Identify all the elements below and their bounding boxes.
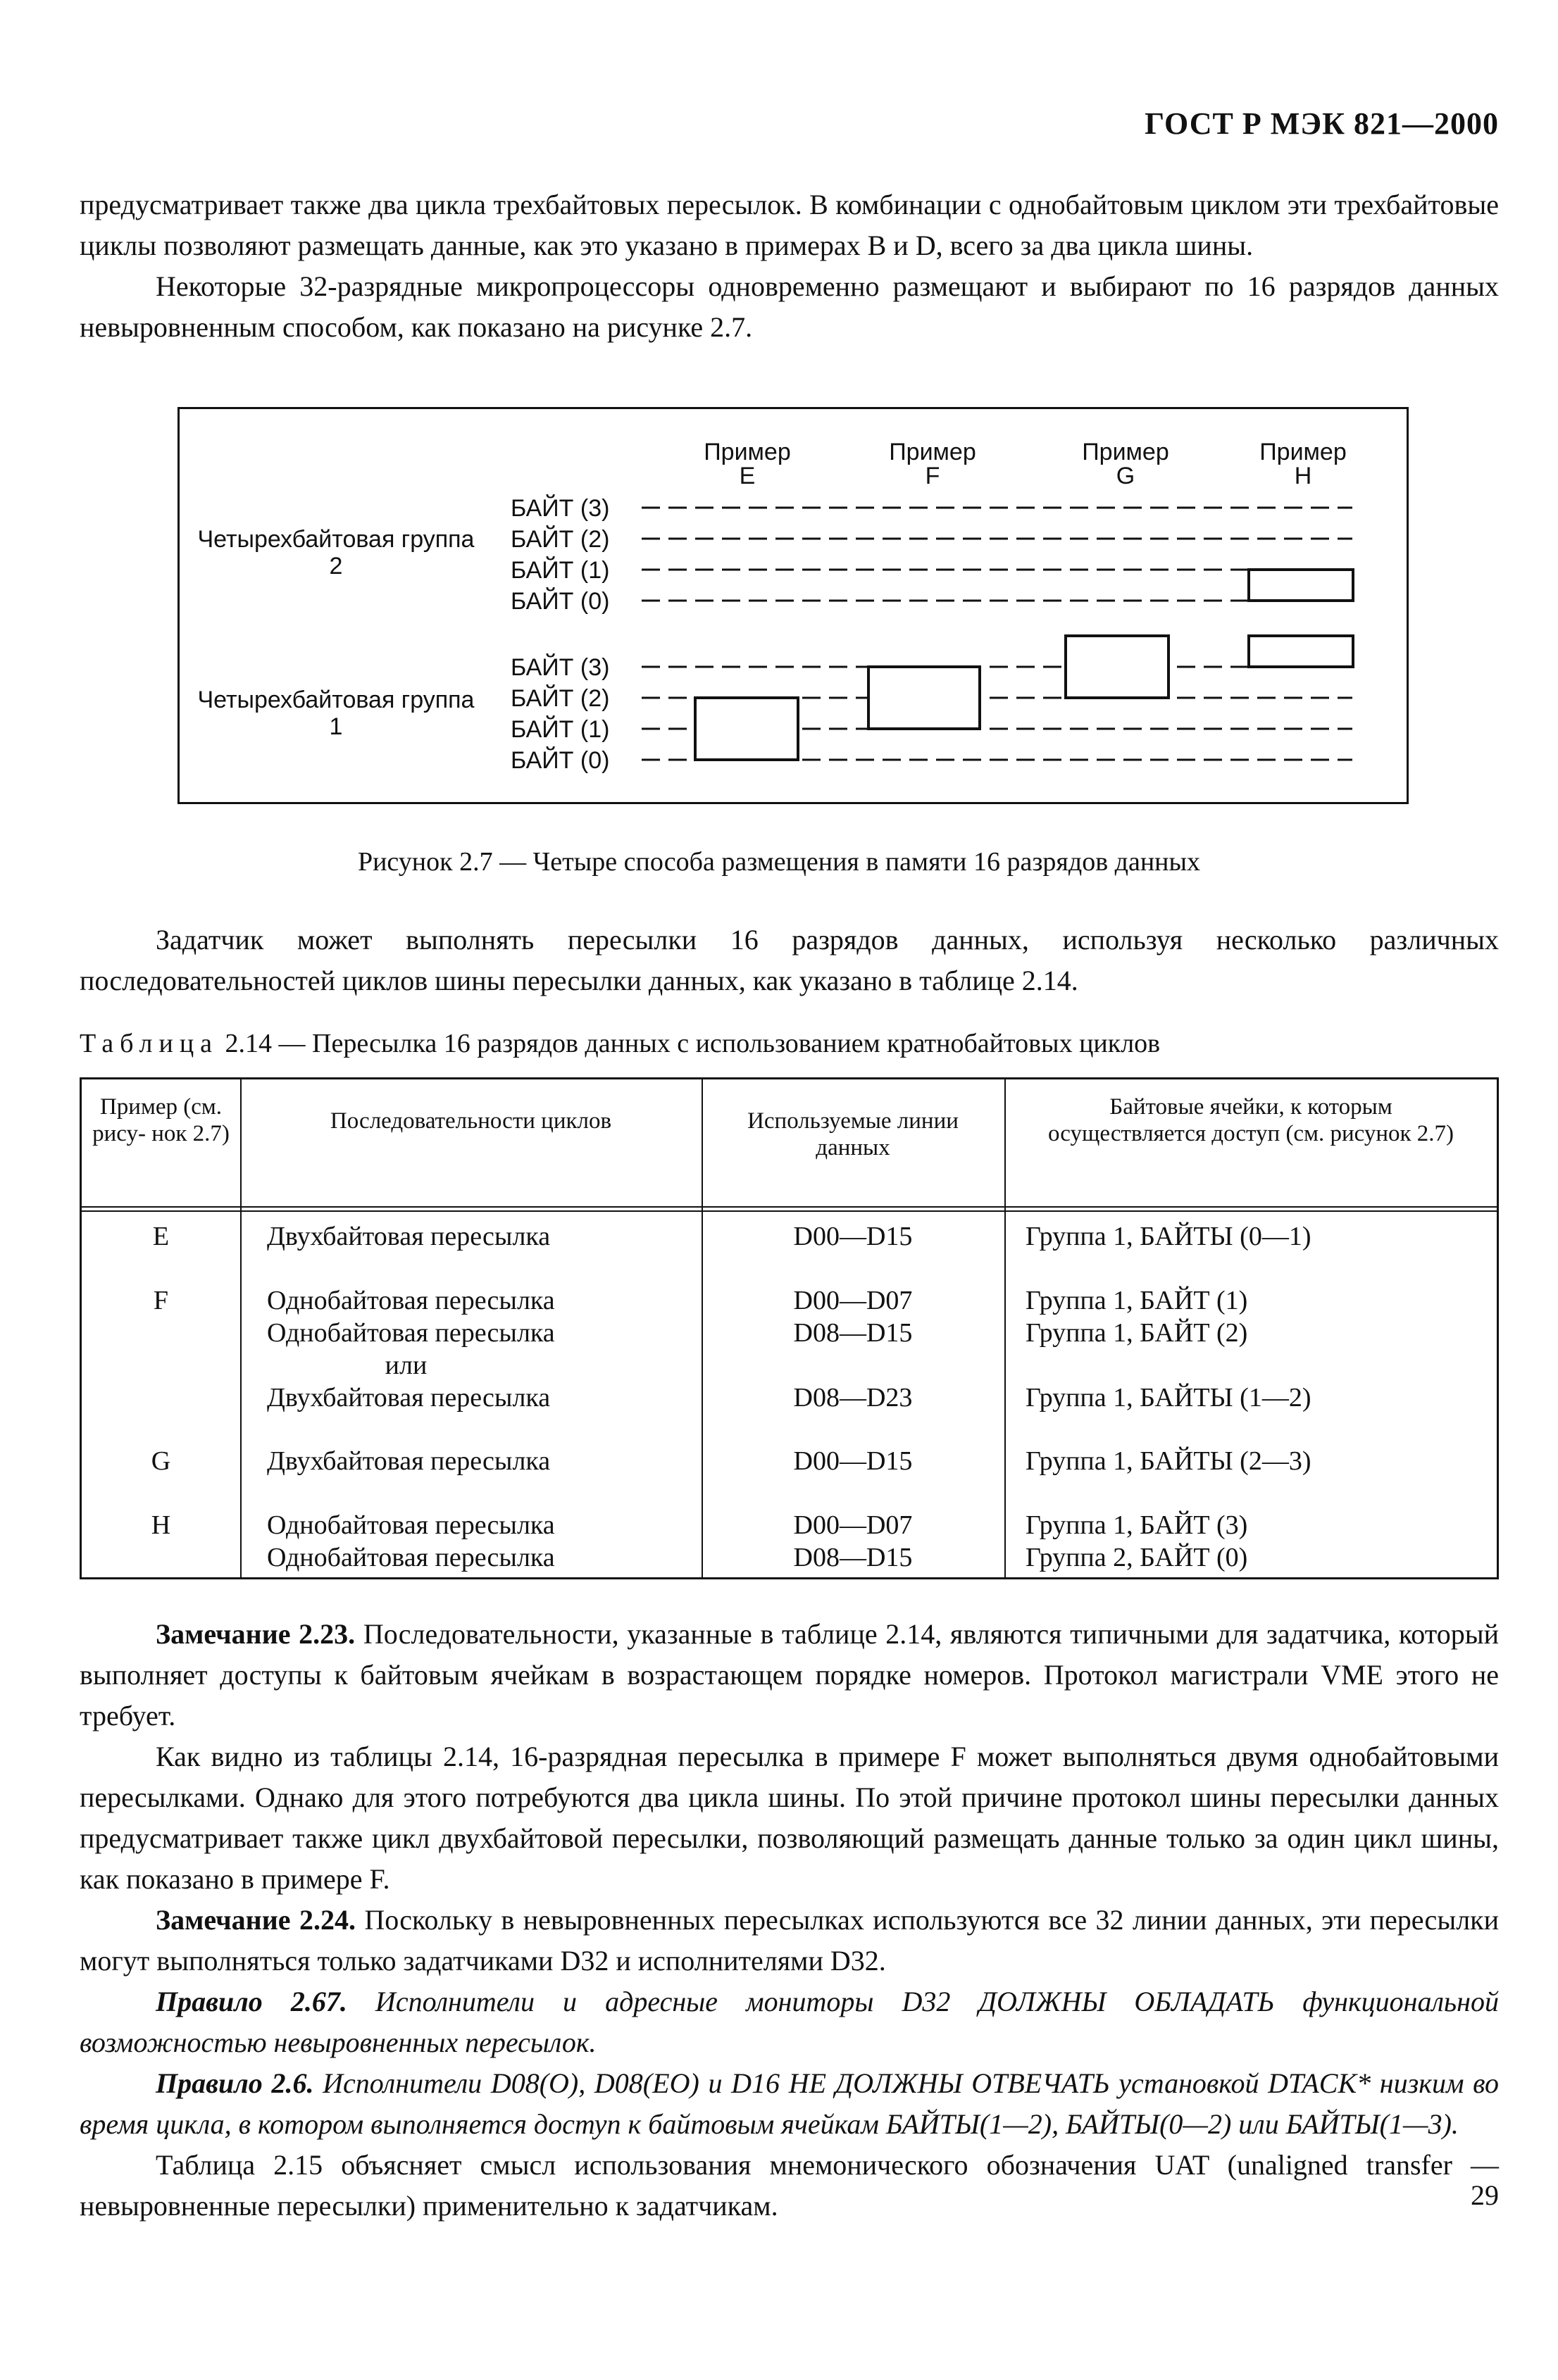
intro-text: [80, 184, 1499, 348]
note-2-24-label: Замечание 2.24.: [156, 1904, 356, 1936]
example-h-box-top: [1249, 570, 1353, 601]
example-g-letter: G: [1116, 463, 1135, 489]
paragraph-as-seen: Как видно из таблицы 2.14, 16-разрядная пересылка в примере F может выполняться двумя однобайтовыми пересылками. Однако для этого потребуются два цикла шины. По этой причине протокол шины пересылки данных предусматривает также цикл двухбайтовой пересылки, позволяющий размещать данные только за один цикл шины, как показано в примере F.: [80, 1741, 1499, 1895]
row-h1-lines: D00—D07: [793, 1510, 913, 1540]
col-divider: [1004, 1079, 1006, 1577]
example-e-box: [695, 698, 798, 760]
note-2-24-text: Поскольку в невыровненных пересылках используются все 32 линии данных, эти пересылки могут выполняться только задатчиками D32 и исполнителями D32.: [80, 1904, 1499, 1977]
figure-2-7: [177, 407, 1409, 804]
example-h-box-bottom: [1249, 636, 1353, 667]
row-h2-cells: Группа 2, БАЙТ (0): [1026, 1543, 1248, 1572]
example-f-top: Пример: [889, 439, 976, 465]
group-2-label: Четырехбайтовая группа: [197, 526, 475, 553]
table-caption-text: 2.14 — Пересылка 16 разрядов данных с использованием кратнобайтовых циклов: [218, 1029, 1161, 1058]
g2-byte-2-label: БАЙТ (2): [511, 526, 610, 553]
row-f-or: или: [385, 1351, 428, 1380]
row-e-sequence: Двухбайтовая пересылка: [267, 1222, 551, 1251]
row-f2-lines: D08—D15: [793, 1318, 913, 1348]
note-2-23-text: Последовательности, указанные в таблице 2.14, являются типичными для задатчика, который выполняет доступы к байтовым ячейкам в возрастающем порядке номеров. Протокол магистрали VME этого не требует.: [80, 1618, 1499, 1731]
row-g-lines: D00—D15: [793, 1446, 913, 1476]
row-g-sequence: Двухбайтовая пересылка: [267, 1446, 551, 1476]
row-h1-cells: Группа 1, БАЙТ (3): [1026, 1510, 1248, 1540]
header-example: Пример (см. рису- нок 2.7): [92, 1094, 230, 1146]
paragraph-table-2-15: Таблица 2.15 объясняет смысл использования мнемонического обозначения UAT (unaligned transfer — невыровненные пересылки) применительно к задатчикам.: [80, 2149, 1499, 2222]
g2-byte-0-label: БАЙТ (0): [511, 588, 610, 615]
example-e-top: Пример: [704, 439, 791, 465]
rule-2-67-label: Правило 2.67.: [156, 1986, 347, 2017]
header-divider: [82, 1206, 1497, 1208]
header-divider: [82, 1210, 1497, 1212]
rule-2-67-text: Исполнители и адресные мониторы D32 ДОЛЖНЫ ОБЛАДАТЬ функциональной возможностью невыровненных пересылок.: [80, 1986, 1499, 2058]
g2-byte-1-label: БАЙТ (1): [511, 557, 610, 584]
rule-2-6-text: Исполнители D08(O), D08(EO) и D16 НЕ ДОЛЖНЫ ОТВЕЧАТЬ установкой DTACK* низким во время цикла, в котором выполняется доступ к байтовым ячейкам БАЙТЫ(1—2), БАЙТЫ(0—2) или БАЙТЫ(1—3).: [80, 2067, 1500, 2140]
note-2-23: [80, 1614, 1499, 1736]
header-byte-cells: Байтовые ячейки, к которым осуществляется доступ (см. рисунок 2.7): [1047, 1094, 1454, 1146]
row-f1-sequence: Однобайтовая пересылка: [267, 1286, 555, 1315]
g1-byte-3-label: БАЙТ (3): [511, 654, 610, 681]
note-2-23-label: Замечание 2.23.: [156, 1618, 356, 1650]
example-f-letter: F: [925, 463, 940, 489]
row-f2-sequence: Однобайтовая пересылка: [267, 1318, 555, 1348]
header-sequences: Последовательности циклов: [330, 1108, 612, 1134]
example-h-letter: H: [1294, 463, 1312, 489]
example-f-box: [868, 667, 980, 729]
row-g-example: G: [151, 1446, 171, 1476]
access-boxes: [695, 570, 1353, 760]
example-g-box: [1066, 636, 1168, 698]
g1-byte-1-label: БАЙТ (1): [511, 716, 610, 743]
row-g-cells: Группа 1, БАЙТЫ (2—3): [1026, 1446, 1311, 1476]
row-f2-cells: Группа 1, БАЙТ (2): [1026, 1318, 1248, 1348]
row-h-example: H: [151, 1510, 171, 1540]
row-e-cells: Группа 1, БАЙТЫ (0—1): [1026, 1222, 1311, 1251]
note-2-24: [80, 1900, 1499, 1981]
row-f3-lines: D08—D23: [793, 1383, 913, 1413]
figure-caption: Рисунок 2.7 — Четыре способа размещения в памяти 16 разрядов данных: [357, 847, 1201, 877]
notes-section: [80, 1614, 1499, 2226]
document-header: ГОСТ Р МЭК 821—2000: [1145, 106, 1499, 141]
g1-byte-2-label: БАЙТ (2): [511, 685, 610, 712]
row-e-lines: D00—D15: [793, 1222, 913, 1251]
intro-paragraph-1: предусматривает также два цикла трехбайтовых пересылок. В комбинации с однобайтовым циклом эти трехбайтовые циклы позволяют размещать данные, как это указано в примерах В и D, всего за два цикла шины.: [80, 189, 1499, 261]
row-h2-lines: D08—D15: [793, 1543, 913, 1572]
intro-paragraph-2: Некоторые 32-разрядные микропроцессоры одновременно размещают и выбирают по 16 разрядов данных невыровненным способом, как показано на рисунке 2.7.: [80, 270, 1499, 343]
byte-layout-diagram: [180, 409, 1411, 806]
group-1-number: 1: [329, 713, 343, 740]
row-h1-sequence: Однобайтовая пересылка: [267, 1510, 555, 1540]
group-2-number: 2: [329, 553, 343, 580]
page-number: 29: [1471, 2179, 1499, 2211]
example-headers: [704, 439, 1347, 489]
row-e-example: E: [152, 1222, 170, 1251]
g1-byte-0-label: БАЙТ (0): [511, 747, 610, 774]
row-f1-cells: Группа 1, БАЙТ (1): [1026, 1286, 1248, 1315]
row-f3-sequence: Двухбайтовая пересылка: [267, 1383, 551, 1413]
table-2-14: [80, 1077, 1499, 1579]
example-g-top: Пример: [1082, 439, 1169, 465]
rule-2-6: [80, 2063, 1499, 2145]
row-f1-lines: D00—D07: [793, 1286, 913, 1315]
rule-2-67: [80, 1981, 1499, 2063]
row-f3-cells: Группа 1, БАЙТЫ (1—2): [1026, 1383, 1311, 1413]
row-f-example: F: [153, 1286, 169, 1315]
mid-paragraph: Задатчик может выполнять пересылки 16 разрядов данных, используя несколько различных последовательностей циклов шины пересылки данных, как указано в таблице 2.14.: [80, 924, 1499, 996]
row-h2-sequence: Однобайтовая пересылка: [267, 1543, 555, 1572]
g2-byte-3-label: БАЙТ (3): [511, 495, 610, 522]
col-divider: [240, 1079, 242, 1577]
table-caption-word: Таблица: [80, 1029, 219, 1058]
table-caption: [80, 1028, 1160, 1059]
rule-2-6-label: Правило 2.6.: [156, 2067, 314, 2099]
example-e-letter: E: [739, 463, 756, 489]
group-1-label: Четырехбайтовая группа: [197, 687, 475, 713]
example-h-top: Пример: [1259, 439, 1347, 465]
header-data-lines: Используемые линии данных: [747, 1108, 959, 1160]
